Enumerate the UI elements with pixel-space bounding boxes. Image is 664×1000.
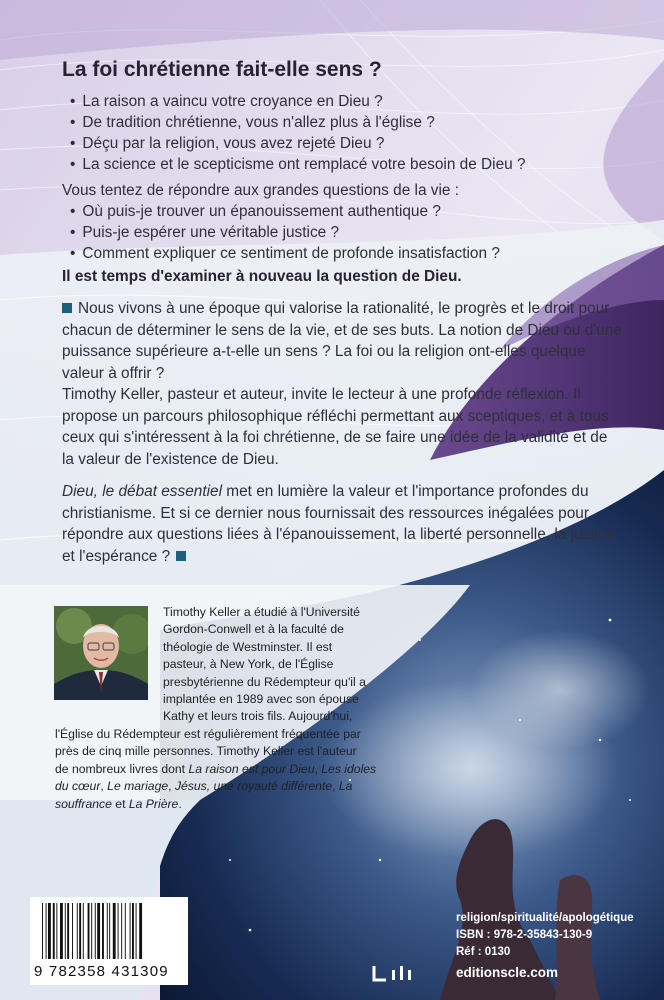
bio-line: implantée en 1989 avec son épouse	[163, 692, 359, 707]
reference-label: Réf : 0130	[456, 946, 511, 958]
book-title: Dieu, le débat essentiel	[62, 483, 222, 500]
author-photo	[54, 606, 148, 700]
barcode-digits: 9 782358 431309	[34, 963, 169, 980]
bio-line: l'Église du Rédempteur est régulièrement fréquentée par	[55, 727, 361, 741]
bio-line: Kathy et leurs trois fils. Aujourd'hui,	[163, 709, 353, 724]
paragraph-3-text: met en lumière la valeur et l'importance profondes du christianisme. Et si ce dernier nous fournissait des ressources inégalées pour répondre aux questions liées à l'épanouissement, la liberté personnelle, la justice et l'espérance ?	[62, 483, 615, 565]
paragraph-3	[62, 481, 622, 567]
intro-line: Vous tentez de répondre aux grandes questions de la vie :	[62, 182, 460, 199]
author-bio-top	[163, 604, 463, 726]
bio-line: du cœur, Le mariage, Jésus, une royauté différente, La	[55, 779, 353, 794]
bio-line: souffrance et La Prière.	[55, 796, 182, 811]
life-questions-list	[70, 201, 500, 264]
bio-line: Gordon-Conwell et à la faculté de	[163, 622, 344, 637]
list-item: • Où puis-je trouver un épanouissement authentique ?	[70, 201, 500, 222]
bio-line: près de cinq mille personnes. Timothy Keller est l'auteur	[55, 744, 357, 759]
isbn-label: ISBN : 978-2-35843-130-9	[456, 929, 593, 941]
questions-list	[70, 91, 526, 175]
list-item: • Déçu par la religion, vous avez rejeté Dieu ?	[70, 133, 526, 154]
back-cover-heading: La foi chrétienne fait-elle sens ?	[62, 58, 382, 81]
list-item: • De tradition chrétienne, vous n'allez plus à l'église ?	[70, 112, 526, 133]
paragraph-1-text: Nous vivons à une époque qui valorise la rationalité, le progrès et le droit pour chacun de déterminer le sens de la vie, et de ses buts. La notion de Dieu ou d'une puissance supérieure a-t-elle un sens ? La foi ou la religion ont-elles quelque valeur à offrir ?	[62, 300, 622, 382]
bio-line: de nombreux livres dont La raison est pour Dieu, Les idoles	[55, 761, 377, 776]
paragraph-2: Timothy Keller, pasteur et auteur, invite le lecteur à une profonde réflexion. Il propose un parcours philosophique réfléchi permettant aux sceptiques, et à tous ceux qui s'intéressent à la foi chrétienne, de se faire une idée de la validité et de la valeur de l'existence de Dieu.	[62, 386, 609, 468]
category-label: religion/spiritualité/apologétique	[456, 912, 634, 924]
square-end-icon	[176, 551, 186, 561]
square-bullet-icon	[62, 303, 72, 313]
paragraph-1	[62, 298, 622, 384]
list-item: • La raison a vaincu votre croyance en Dieu ?	[70, 91, 526, 112]
bio-line: pasteur, à New York, de l'Église	[163, 657, 334, 672]
publisher-website: editionscle.com	[456, 965, 559, 980]
list-item: • Puis-je espérer une véritable justice ?	[70, 222, 500, 243]
bold-statement: Il est temps d'examiner à nouveau la question de Dieu.	[62, 268, 462, 285]
bio-line: presbytérienne du Rédempteur qu'il a	[163, 674, 366, 689]
publisher-logo-icon	[372, 962, 446, 984]
list-item: • La science et le scepticisme ont remplacé votre besoin de Dieu ?	[70, 154, 526, 175]
bio-line: théologie de Westminster. Il est	[163, 639, 333, 654]
bio-line: Timothy Keller a étudié à l'Université	[163, 605, 360, 619]
author-bio-bottom	[55, 726, 475, 813]
list-item: • Comment expliquer ce sentiment de profonde insatisfaction ?	[70, 243, 500, 264]
